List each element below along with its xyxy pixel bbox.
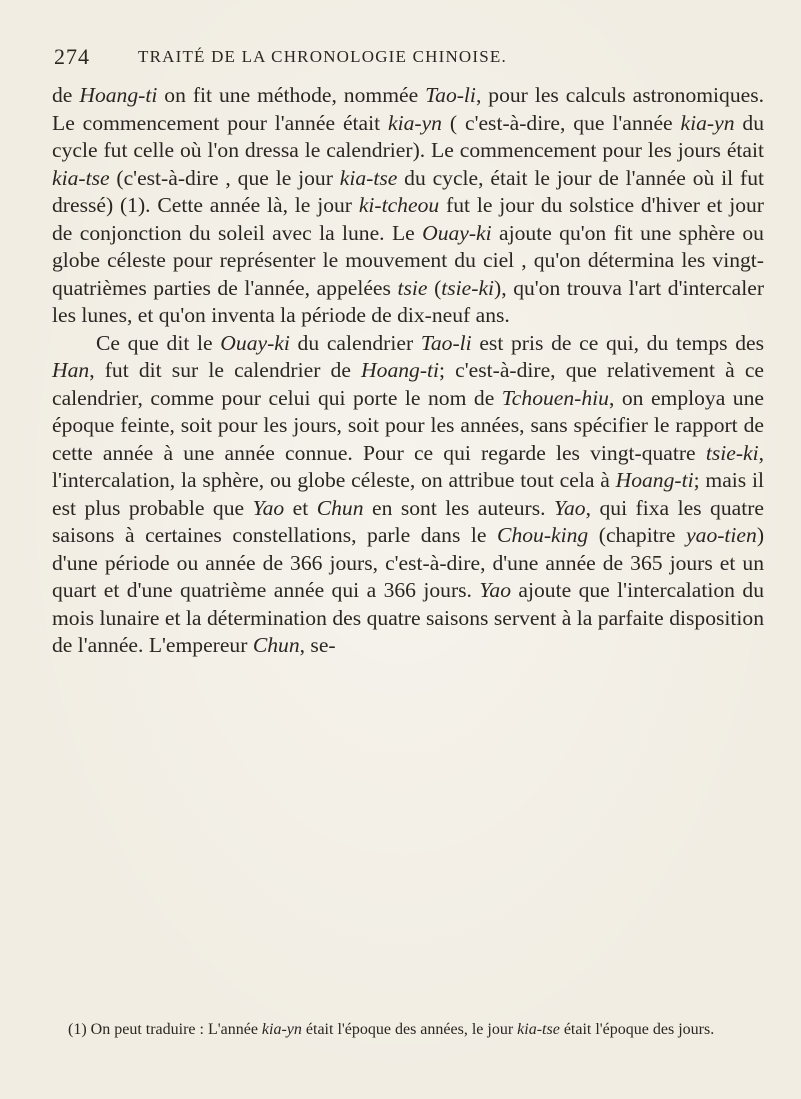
paragraph-2: Ce que dit le Ouay-ki du calendrier Tao-li est pris de ce qui, du temps des Han, fut dit sur le calendrier de Hoang-ti; c'est-à-dire, que relativement à ce calendrier, comme pour celui qui porte le nom de Tchouen-hiu, on employa une époque feinte, soit pour les jours, soit pour les années, sans spécifier le rapport de cette année à une année connue. Pour ce qui regarde les vingt-quatre tsie-ki, l'intercalation, la sphère, ou globe céleste, on attribue tout cela à Hoang-ti; mais il est plus probable que Yao et Chun en sont les auteurs. Yao, qui fixa les quatre saisons à certaines constellations, parle dans le Chou-king (chapitre yao-tien) d'une période ou année de 366 jours, c'est-à-dire, d'une année de 365 jours et un quart et d'une quatrième année qui a 366 jours. Yao ajoute que l'intercalation du mois lunaire et la détermination des quatre saisons servent à la parfaite disposition de l'année. L'empereur Chun, se- (52, 330, 765, 657)
page-header (54, 44, 754, 84)
running-head: TRAITÉ DE LA CHRONOLOGIE CHINOISE. (138, 47, 507, 66)
footnote: (1) On peut traduire : L'année kia-yn était l'époque des années, le jour kia-tse était l'époque des jours. (68, 1021, 715, 1038)
page-number: 274 (54, 44, 90, 69)
body-text (52, 82, 764, 660)
paragraph-1: de Hoang-ti on fit une méthode, nommée Tao-li, pour les calculs astronomiques. Le commencement pour l'année était kia-yn ( c'est-à-dire, que l'année kia-yn du cycle fut celle où l'on dressa le calendrier). Le commencement pour les jours était kia-tse (c'est-à-dire , que le jour kia-tse du cycle, était le jour de l'année où il fut dressé) (1). Cette année là, le jour ki-tcheou fut le jour du solstice d'hiver et jour de conjonction du soleil avec la lune. Le Ouay-ki ajoute qu'on fit une sphère ou globe céleste pour représenter le mouvement du ciel , qu'on détermina les vingt-quatrièmes parties de l'année, appelées tsie (tsie-ki), qu'on trouva l'art d'intercaler les lunes, et qu'on inventa la période de dix-neuf ans. (52, 83, 765, 327)
